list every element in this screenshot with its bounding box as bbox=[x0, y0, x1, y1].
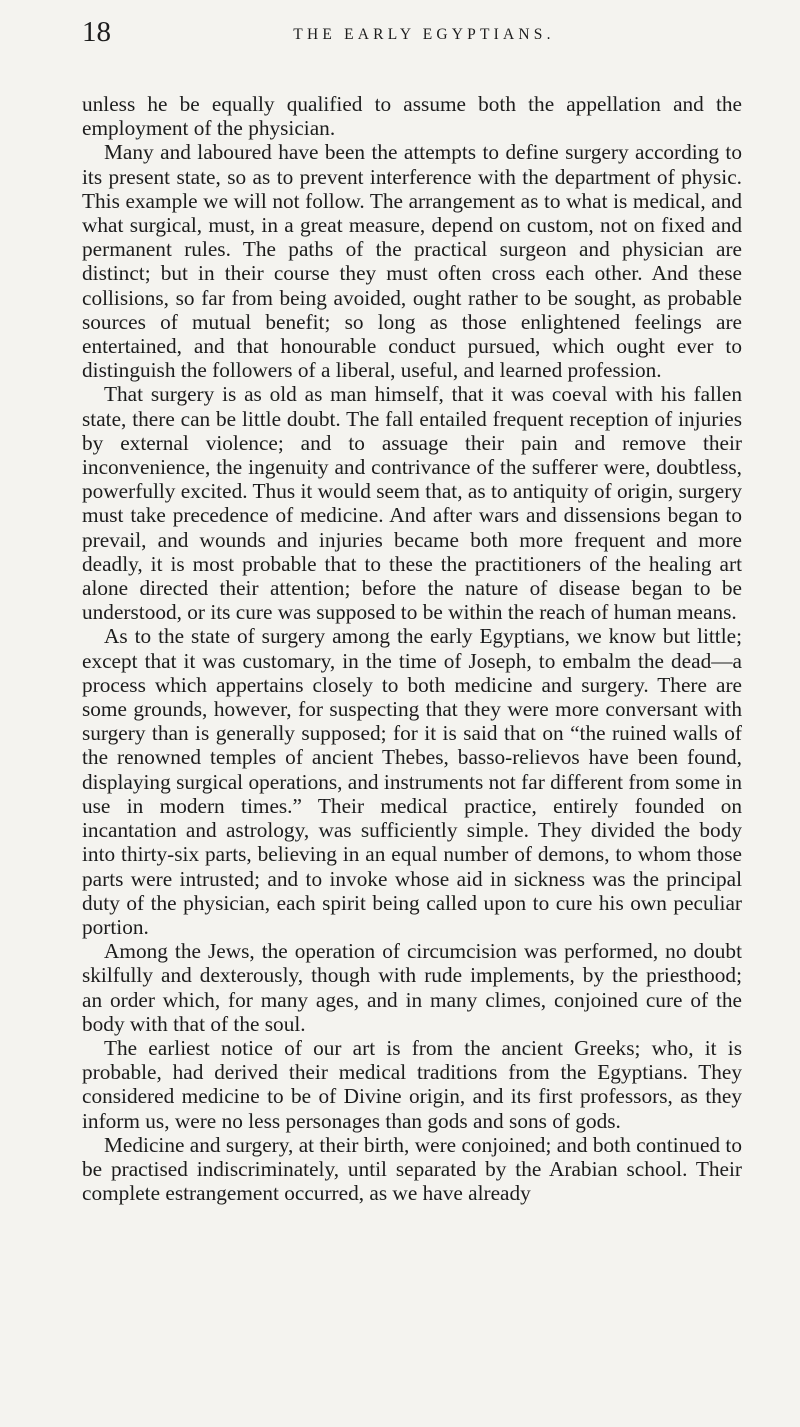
running-head bbox=[82, 16, 742, 52]
paragraph: The earliest notice of our art is from the ancient Greeks; who, it is probable, had derived their medical traditions from the Egyptians. They considered medicine to be of Divine origin, and its first professors, as they inform us, were no less personages than gods and sons of gods. bbox=[82, 1035, 742, 1133]
paragraph: Among the Jews, the operation of circumcision was performed, no doubt skilfully and dexterously, though with rude implements, by the priesthood; an order which, for many ages, and in many climes, conjoined cure of the body with that of the soul. bbox=[82, 939, 742, 1036]
paragraph: As to the state of surgery among the early Egyptians, we know but little; except that it was customary, in the time of Joseph, to embalm the dead—a process which appertains closely to both medicine and surgery. There are some grounds, however, for suspecting that they were more conversant with surgery than is generally supposed; for it is said that on “the ruined walls of the renowned temples of ancient Thebes, basso-relievos have been found, displaying surgical operations, and instruments not far different from some in use in modern times.” Their medical practice, entirely founded on incantation and astrology, was sufficiently simple. They divided the body into thirty-six parts, believing in an equal number of demons, to whom those parts were intrusted; and to invoke whose aid in sickness was the principal duty of the physician, each spirit being called upon to cure his own peculiar portion. bbox=[82, 624, 742, 939]
paragraph: Many and laboured have been the attempts to define surgery according to its present state, so as to prevent interference with the department of physic. This example we will not follow. The arrangement as to what is medical, and what surgical, must, in a great measure, depend on custom, not on fixed and permanent rules. The paths of the practical surgeon and physician are distinct; but in their course they must often cross each other. And these collisions, so far from being avoided, ought rather to be sought, as probable sources of mutual benefit; so long as those enlightened feelings are entertained, and that honourable conduct pursued, which ought ever to distinguish the followers of a liberal, useful, and learned profession. bbox=[82, 140, 742, 383]
paragraph: Medicine and surgery, at their birth, were conjoined; and both continued to be practised indiscriminately, until separated by the Arabian school. Their complete estrangement occurred, as we have already bbox=[82, 1132, 742, 1206]
running-title: THE EARLY EGYPTIANS. bbox=[293, 26, 555, 43]
paragraph: unless he be equally qualified to assume both the appellation and the employment of the physician. bbox=[82, 92, 742, 141]
body-text bbox=[82, 92, 742, 1205]
paragraph: That surgery is as old as man himself, that it was coeval with his fallen state, there can be little doubt. The fall entailed frequent reception of injuries by external violence; and to assuage their pain and remove their inconvenience, the ingenuity and contrivance of the sufferer were, doubtless, powerfully excited. Thus it would seem that, as to antiquity of origin, surgery must take precedence of medicine. And after wars and dissensions began to prevail, and wounds and injuries became both more frequent and more deadly, it is most probable that to these the practitioners of the healing art alone directed their attention; before the nature of disease began to be understood, or its cure was supposed to be within the reach of human means. bbox=[82, 382, 742, 625]
page-number: 18 bbox=[82, 16, 111, 48]
